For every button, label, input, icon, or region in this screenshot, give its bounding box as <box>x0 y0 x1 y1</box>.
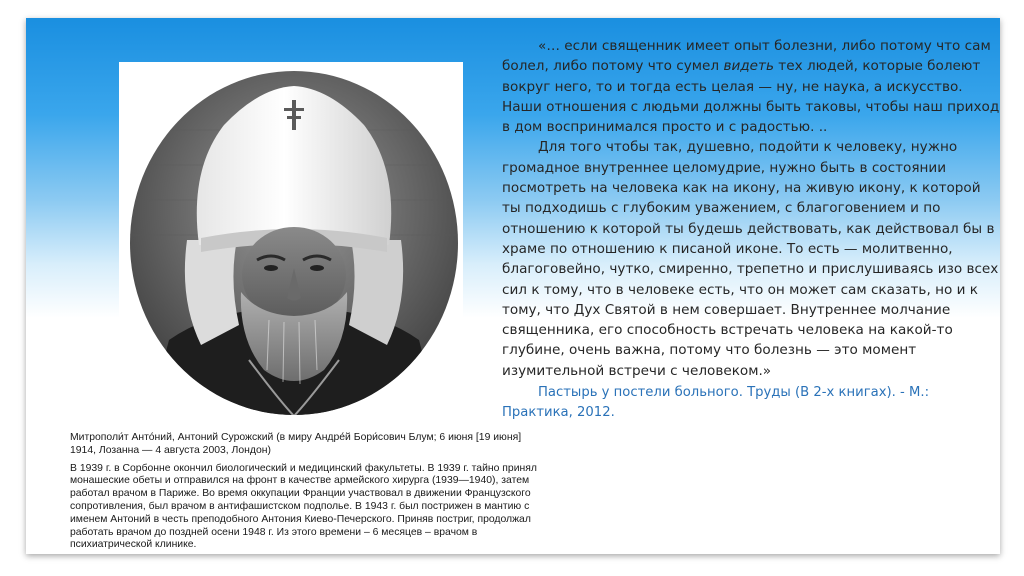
portrait-frame <box>119 62 463 422</box>
quote-source: Пастырь у постели больного. Труды (В 2-х книгах). - М.: Практика, 2012. <box>502 385 930 421</box>
quote-paragraph-1-end: тех людей, которые болеют вокруг него, то и тогда есть целая — ну, не наука, а искусство. Наши отношения с людьми должны быть таковы, чтобы наш приход в дом воспринимался просто и с радостью. .. <box>502 58 1000 136</box>
caption-name: Митрополи́т Анто́ний, Антоний Сурожский (в миру Андре́й Бори́сович Блум; 6 июня [19 июня] 1914, Лозанна — 4 августа 2003, Лондон) <box>70 432 522 456</box>
quote-paragraph-2: Для того чтобы так, душевно, подойти к человеку, нужно громадное внутреннее целомудрие, нужно быть в состоянии посмотреть на человека как на икону, на живую икону, к которой ты подходишь с глубоким уважением, с благоговением и по отношению к которой ты будешь действовать, как действовал бы в храме по отношению к писаной иконе. То есть — молитвенно, благоговейно, чутко, смиренно, трепетно и прислушиваясь изо всех сил к тому, что в человеке есть, что он может сам сказать, но и к тому, что Дух Святой в нем совершает. Внутреннее молчание священника, его способность встречать человека на какой-то глубине, очень важна, потому что болезнь — это момент изумительной встречи с человеком.» <box>502 139 999 379</box>
portrait-caption <box>70 432 540 554</box>
portrait-photo <box>129 70 459 416</box>
caption-biography: В 1939 г. в Сорбонне окончил биологический и медицинский факультеты. В 1939 г. тайно принял монашеские обеты и отправился на фронт в качестве армейского хирурга (1939—1940), затем работал врачом в Париже. Во время оккупации Франции участвовал в движении Французского сопротивления, был врачом в антифашистском подполье. В 1943 г. был пострижен в мантию с именем Антоний в честь преподобного Антония Киево-Печерского. Приняв постриг, продолжал работать врачом до поздней осени 1948 г. Из этого времени – 6 месяцев – врачом в психиатрической клинике. <box>70 462 537 551</box>
slide <box>26 18 1000 554</box>
quote-emphasis: видеть <box>723 58 774 75</box>
quote-paragraph-1-start: «… если священник имеет опыт болезни, либо потому что сам болел, либо потому что сумел <box>502 38 991 75</box>
quote-text <box>502 36 1000 423</box>
quote-paragraph-1 <box>502 36 1000 137</box>
